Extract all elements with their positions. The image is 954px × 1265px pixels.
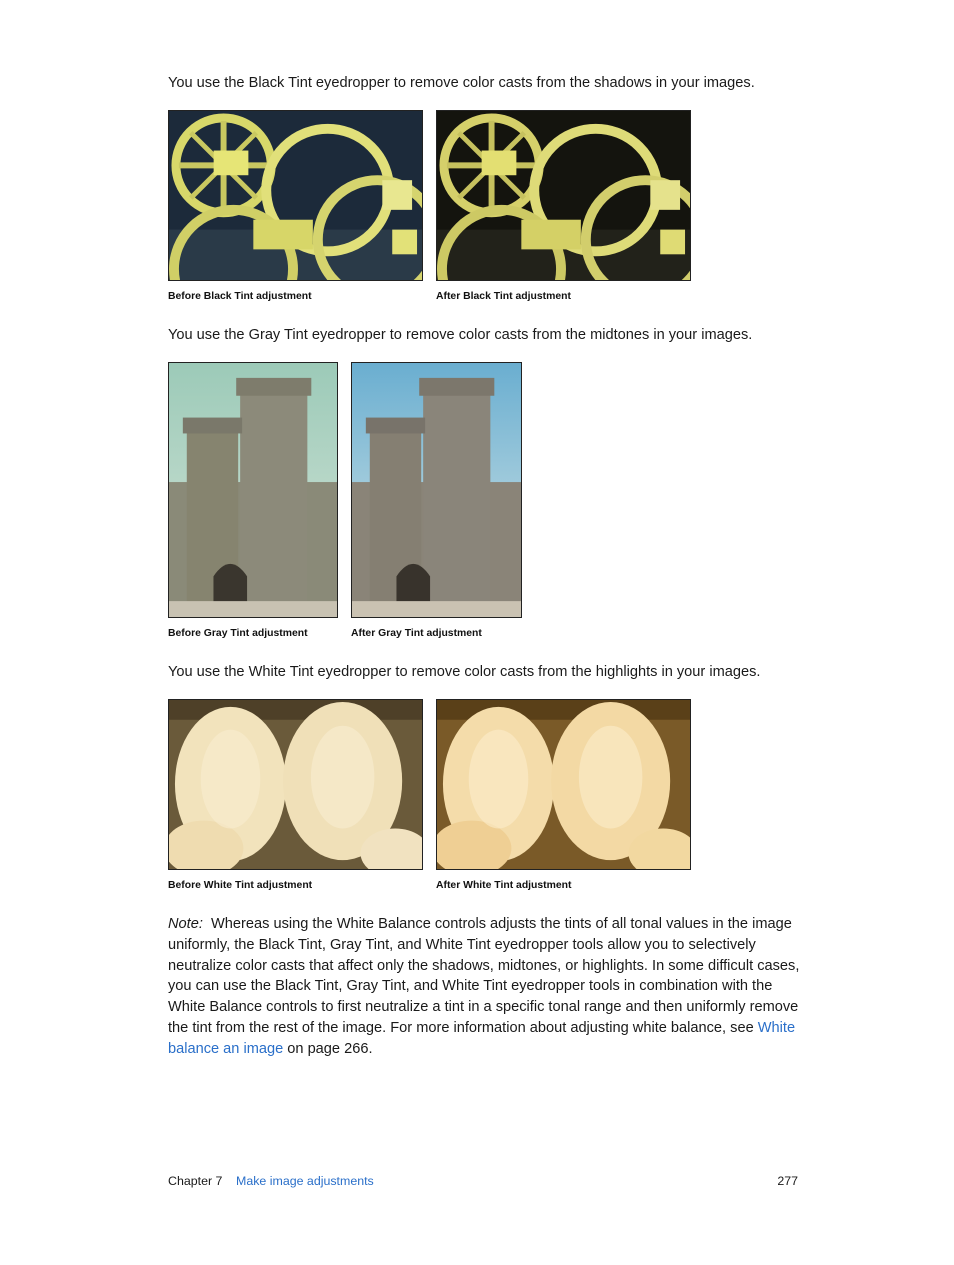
intro-white-tint: You use the White Tint eyedropper to remove color casts from the highlights in your images. <box>168 664 761 680</box>
after-gray-tint-image <box>351 362 522 618</box>
note-label: Note: <box>168 916 203 932</box>
after-white-tint-image <box>436 699 691 870</box>
note-paragraph <box>168 914 800 1060</box>
before-black-tint-image <box>168 110 423 281</box>
after-black-tint-image <box>436 110 691 281</box>
after-gray-tint-caption: After Gray Tint adjustment <box>351 628 482 639</box>
white-balance-link[interactable]: White balance an image <box>168 1019 796 1057</box>
note-page-ref: on page 266. <box>287 1040 373 1057</box>
intro-black-tint: You use the Black Tint eyedropper to remove color casts from the shadows in your images. <box>168 75 755 91</box>
before-white-tint-caption: Before White Tint adjustment <box>168 880 313 891</box>
after-black-tint-caption: After Black Tint adjustment <box>436 291 571 302</box>
note-text: Whereas using the White Balance controls adjusts the tints of all tonal values in the image uniformly, the Black Tint, Gray Tint, and White Tint eyedropper tools allow you to selectively neutralize color casts that affect only the shadows, midtones, or highlights. In some difficult cases, you can use the Black Tint, Gray Tint, and White Tint eyedropper tools in combination with the White Balance controls to first neutralize a tint in a specific tonal range and then uniformly remove the tint from the rest of the image. For more information about adjusting white balance, see <box>168 916 800 1036</box>
before-black-tint-caption: Before Black Tint adjustment <box>168 291 312 302</box>
footer-chapter-title-link[interactable]: Make image adjustments <box>236 1174 374 1188</box>
after-white-tint-caption: After White Tint adjustment <box>436 880 572 891</box>
intro-gray-tint: You use the Gray Tint eyedropper to remove color casts from the midtones in your images. <box>168 327 753 343</box>
before-gray-tint-image <box>168 362 338 618</box>
footer-chapter: Chapter 7 <box>168 1174 223 1188</box>
page-number: 277 <box>777 1174 798 1188</box>
before-white-tint-image <box>168 699 423 870</box>
before-gray-tint-caption: Before Gray Tint adjustment <box>168 628 308 639</box>
